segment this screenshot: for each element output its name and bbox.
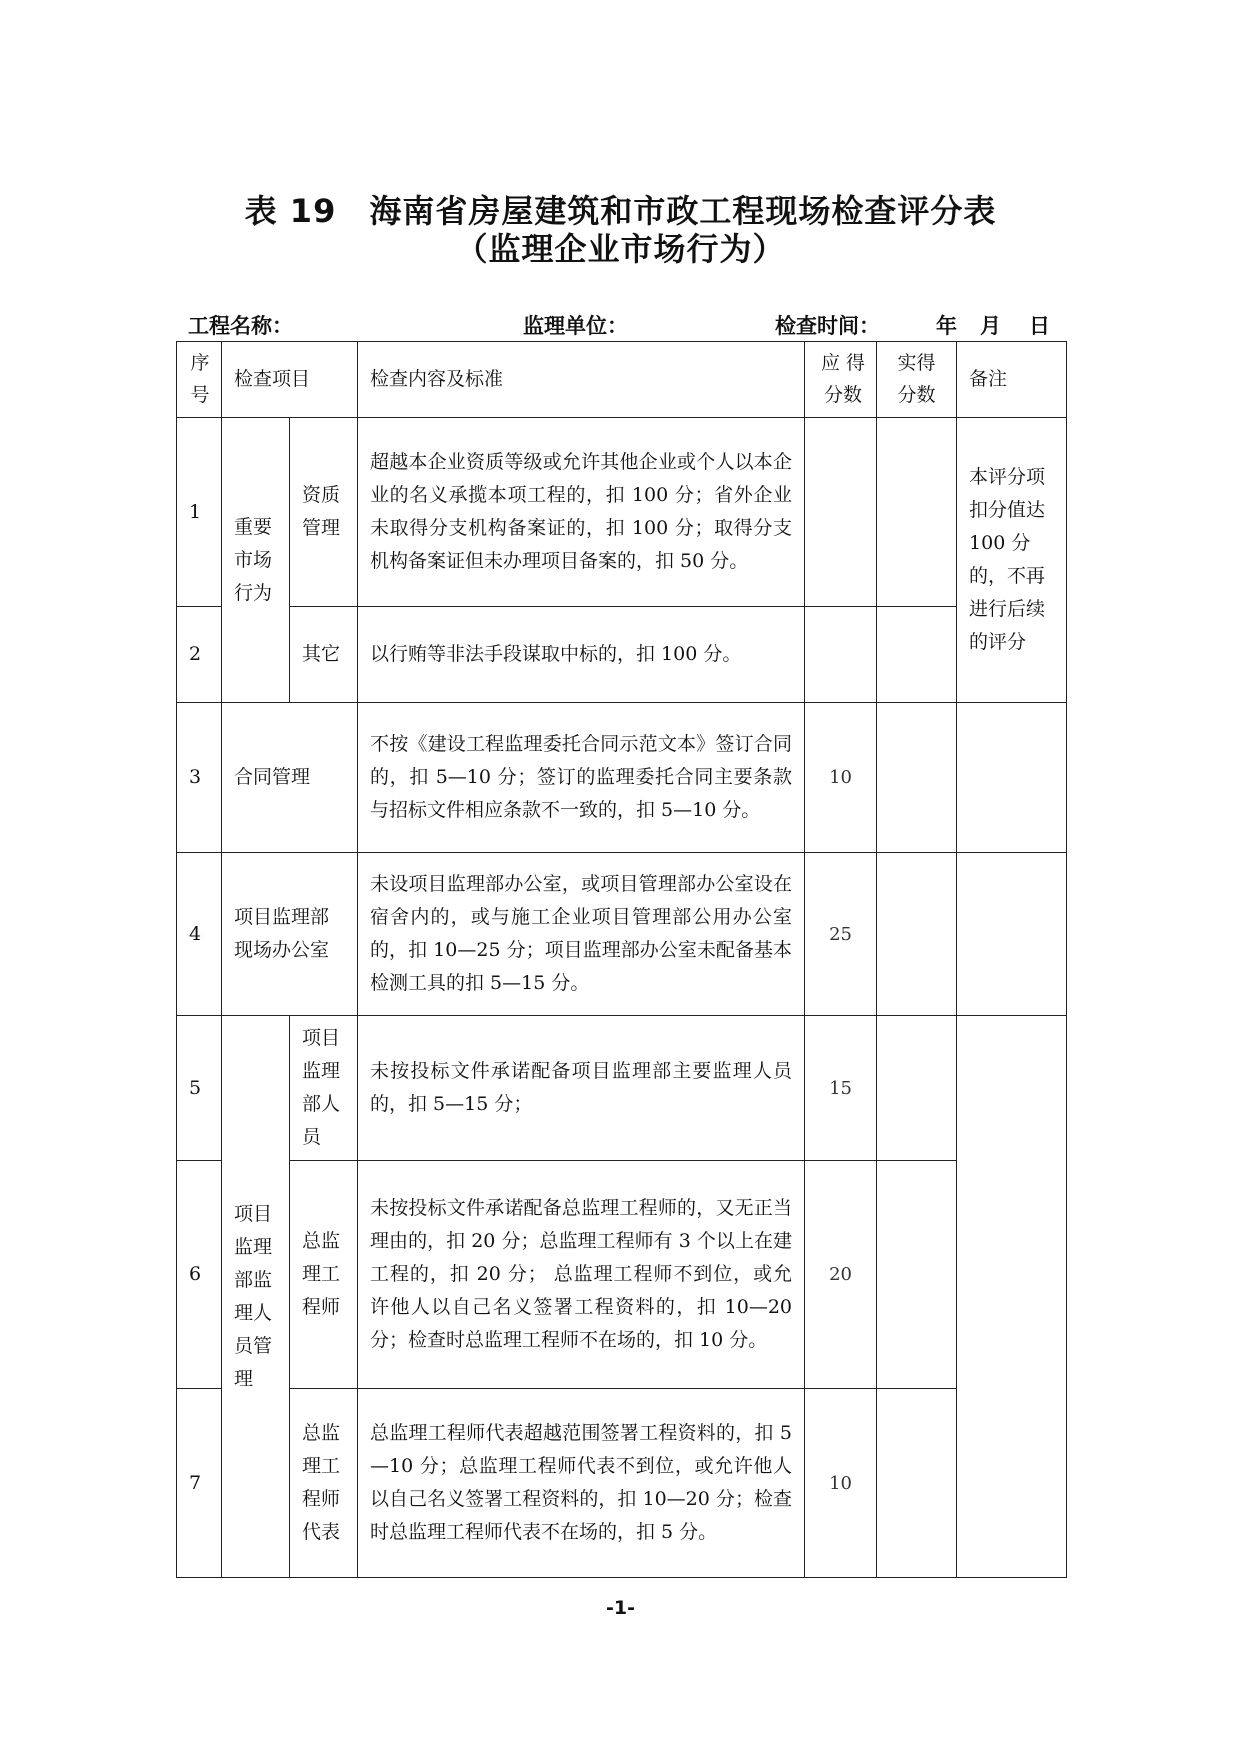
header-remark: 备注 (957, 342, 1067, 418)
criteria-cell: 以行贿等非法手段谋取中标的，扣 100 分。 (358, 607, 805, 703)
actual-score-cell[interactable] (877, 1016, 957, 1161)
header-max-score: 应 得 分数 (805, 342, 877, 418)
actual-score-cell[interactable] (877, 1161, 957, 1389)
sub-item-cell: 总监理工程师代表 (290, 1389, 358, 1578)
table-row (177, 607, 1067, 703)
actual-score-cell[interactable] (877, 703, 957, 853)
max-score-cell (805, 607, 877, 703)
item-group-cell: 重要市场行为 (222, 418, 290, 703)
item-cell: 项目监理部现场办公室 (222, 853, 358, 1016)
max-score-cell: 25 (805, 853, 877, 1016)
inspection-time-label: 检查时间： (775, 314, 880, 338)
header-content: 检查内容及标准 (358, 342, 805, 418)
max-score-cell: 10 (805, 1389, 877, 1578)
criteria-cell: 未设项目监理部办公室，或项目管理部办公室设在宿舍内的，或与施工企业项目管理部公用办公室的，扣 10—25 分；项目监理部办公室未配备基本检测工具的扣 5—15 分。 (358, 853, 805, 1016)
remark-cell: 本评分项扣分值达 100 分的，不再进行后续的评分 (957, 418, 1067, 703)
row-number: 6 (177, 1161, 222, 1389)
table-row (177, 418, 1067, 607)
max-score-cell: 10 (805, 703, 877, 853)
table-row (177, 1016, 1067, 1161)
row-number: 3 (177, 703, 222, 853)
actual-score-cell[interactable] (877, 418, 957, 607)
table-row (177, 1389, 1067, 1578)
row-number: 5 (177, 1016, 222, 1161)
row-number: 4 (177, 853, 222, 1016)
header-actual-score: 实得分数 (877, 342, 957, 418)
month-label: 月 (980, 314, 1001, 338)
actual-score-cell[interactable] (877, 607, 957, 703)
criteria-cell: 总监理工程师代表超越范围签署工程资料的，扣 5—10 分；总监理工程师代表不到位，或允许他人以自己名义签署工程资料的，扣 10—20 分；检查时总监理工程师代表不在场的，扣 5 分。 (358, 1389, 805, 1578)
table-row (177, 853, 1067, 1016)
actual-score-cell[interactable] (877, 853, 957, 1016)
table-row (177, 703, 1067, 853)
remark-cell (957, 1016, 1067, 1578)
supervisor-unit-label: 监理单位： (523, 314, 628, 338)
score-table (176, 341, 1067, 1578)
table-row (177, 1161, 1067, 1389)
day-label: 日 (1029, 314, 1050, 338)
criteria-cell: 未按投标文件承诺配备项目监理部主要监理人员的，扣 5—15 分； (358, 1016, 805, 1161)
sub-item-cell: 资质管理 (290, 418, 358, 607)
sub-item-cell: 其它 (290, 607, 358, 703)
row-number: 2 (177, 607, 222, 703)
year-label: 年 (936, 314, 957, 338)
sub-item-cell: 总监理工程师 (290, 1161, 358, 1389)
page-title: 表 19 海南省房屋建筑和市政工程现场检查评分表 (244, 192, 997, 230)
item-group-cell: 项目监理部监理人员管理 (222, 1016, 290, 1578)
row-number: 7 (177, 1389, 222, 1578)
table-header-row (177, 342, 1067, 418)
header-item: 检查项目 (222, 342, 358, 418)
max-score-cell (805, 418, 877, 607)
remark-cell (957, 853, 1067, 1016)
criteria-cell: 不按《建设工程监理委托合同示范文本》签订合同的，扣 5—10 分；签订的监理委托合同主要条款与招标文件相应条款不一致的，扣 5—10 分。 (358, 703, 805, 853)
max-score-cell: 15 (805, 1016, 877, 1161)
header-seq: 序号 (177, 342, 222, 418)
criteria-cell: 超越本企业资质等级或允许其他企业或个人以本企业的名义承揽本项工程的，扣 100 分；省外企业未取得分支机构备案证的，扣 100 分；取得分支机构备案证但未办理项目备案的，扣 50 分。 (358, 418, 805, 607)
max-score-cell: 20 (805, 1161, 877, 1389)
page-number: -1- (606, 1597, 635, 1619)
page-subtitle: （监理企业市场行为） (455, 230, 786, 268)
criteria-cell: 未按投标文件承诺配备总监理工程师的，又无正当理由的，扣 20 分；总监理工程师有 3 个以上在建工程的，扣 20 分； 总监理工程师不到位，或允许他人以自己名义签署工程资料的，扣 10—20 分；检查时总监理工程师不在场的，扣 10 分。 (358, 1161, 805, 1389)
sub-item-cell: 项目监理部人员 (290, 1016, 358, 1161)
project-name-label: 工程名称： (188, 314, 293, 338)
row-number: 1 (177, 418, 222, 607)
remark-cell (957, 703, 1067, 853)
item-cell: 合同管理 (222, 703, 358, 853)
actual-score-cell[interactable] (877, 1389, 957, 1578)
